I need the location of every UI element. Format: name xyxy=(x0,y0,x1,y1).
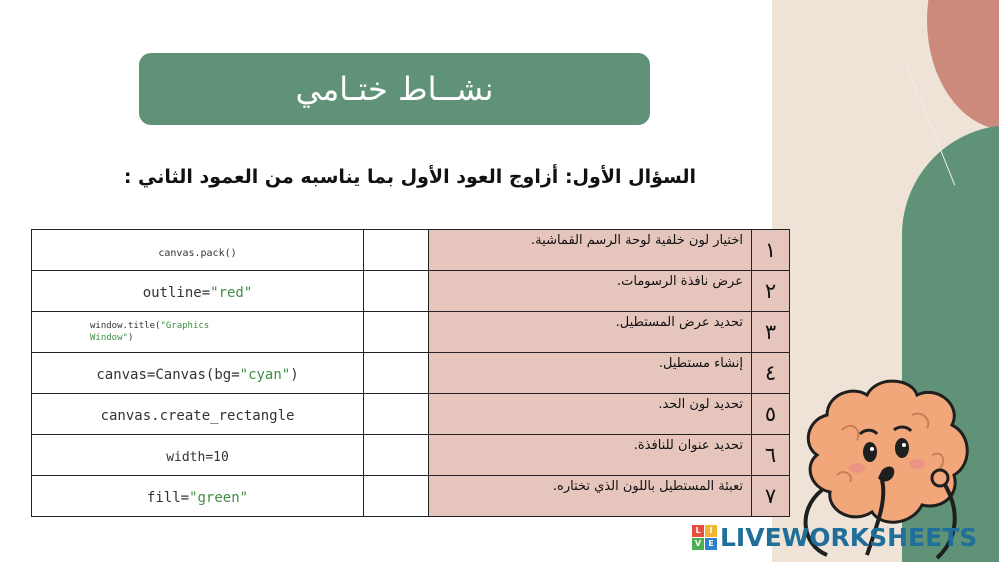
logo-letter: E xyxy=(705,538,717,550)
code-snippet: fill="green" xyxy=(146,489,249,506)
description-cell: عرض نافذة الرسومات. xyxy=(429,271,752,312)
question-text: السؤال الأول: أزاوج العود الأول بما يناسبه من العمود الثاني : xyxy=(123,166,696,188)
code-cell[interactable] xyxy=(32,312,364,353)
row-number: ٢ xyxy=(752,271,790,312)
logo-text: LIVEWORKSHEETS xyxy=(720,522,978,552)
code-snippet: width=10 xyxy=(166,449,229,465)
answer-field[interactable] xyxy=(364,435,429,476)
description-cell: تحديد عنوان للنافذة. xyxy=(429,435,752,476)
description-cell: تحديد لون الحد. xyxy=(429,394,752,435)
activity-title-banner xyxy=(139,53,650,125)
code-snippet: outline="red" xyxy=(142,284,253,301)
description-cell: تعبئة المستطيل باللون الذي تختاره. xyxy=(429,476,752,517)
answer-field[interactable] xyxy=(364,312,429,353)
code-cell[interactable] xyxy=(32,353,364,394)
logo-letter: V xyxy=(692,538,704,550)
answer-field[interactable] xyxy=(364,394,429,435)
liveworksheets-logo[interactable] xyxy=(692,523,977,551)
table-row xyxy=(32,394,790,435)
code-cell[interactable] xyxy=(32,271,364,312)
description-cell: تحديد عرض المستطيل. xyxy=(429,312,752,353)
answer-field[interactable] xyxy=(364,353,429,394)
code-snippet: canvas.pack() xyxy=(158,247,237,259)
description-cell: إنشاء مستطيل. xyxy=(429,353,752,394)
logo-letter: I xyxy=(705,525,717,537)
code-cell[interactable] xyxy=(32,230,364,271)
answer-field[interactable] xyxy=(364,476,429,517)
row-number: ٥ xyxy=(752,394,790,435)
table-row xyxy=(32,435,790,476)
code-cell[interactable] xyxy=(32,435,364,476)
table-row xyxy=(32,271,790,312)
answer-field[interactable] xyxy=(364,271,429,312)
code-snippet: canvas.create_rectangle xyxy=(100,407,295,424)
answer-field[interactable] xyxy=(364,230,429,271)
row-number: ٣ xyxy=(752,312,790,353)
table-row xyxy=(32,353,790,394)
activity-title: نشــاط ختـامي xyxy=(295,70,494,108)
row-number: ٧ xyxy=(752,476,790,517)
row-number: ٤ xyxy=(752,353,790,394)
row-number: ٦ xyxy=(752,435,790,476)
table-row xyxy=(32,476,790,517)
row-number: ١ xyxy=(752,230,790,271)
code-cell[interactable] xyxy=(32,394,364,435)
code-snippet: window.title("Graphics Window") xyxy=(90,321,210,343)
description-cell: اختيار لون خلفية لوحة الرسم القماشية. xyxy=(429,230,752,271)
table-row xyxy=(32,312,790,353)
logo-badge xyxy=(692,525,717,550)
red-decor-shape xyxy=(927,0,999,130)
logo-letter: L xyxy=(692,525,704,537)
code-snippet: canvas=Canvas(bg="cyan") xyxy=(96,366,299,383)
matching-table xyxy=(31,229,790,517)
table-row xyxy=(32,230,790,271)
code-cell[interactable] xyxy=(32,476,364,517)
